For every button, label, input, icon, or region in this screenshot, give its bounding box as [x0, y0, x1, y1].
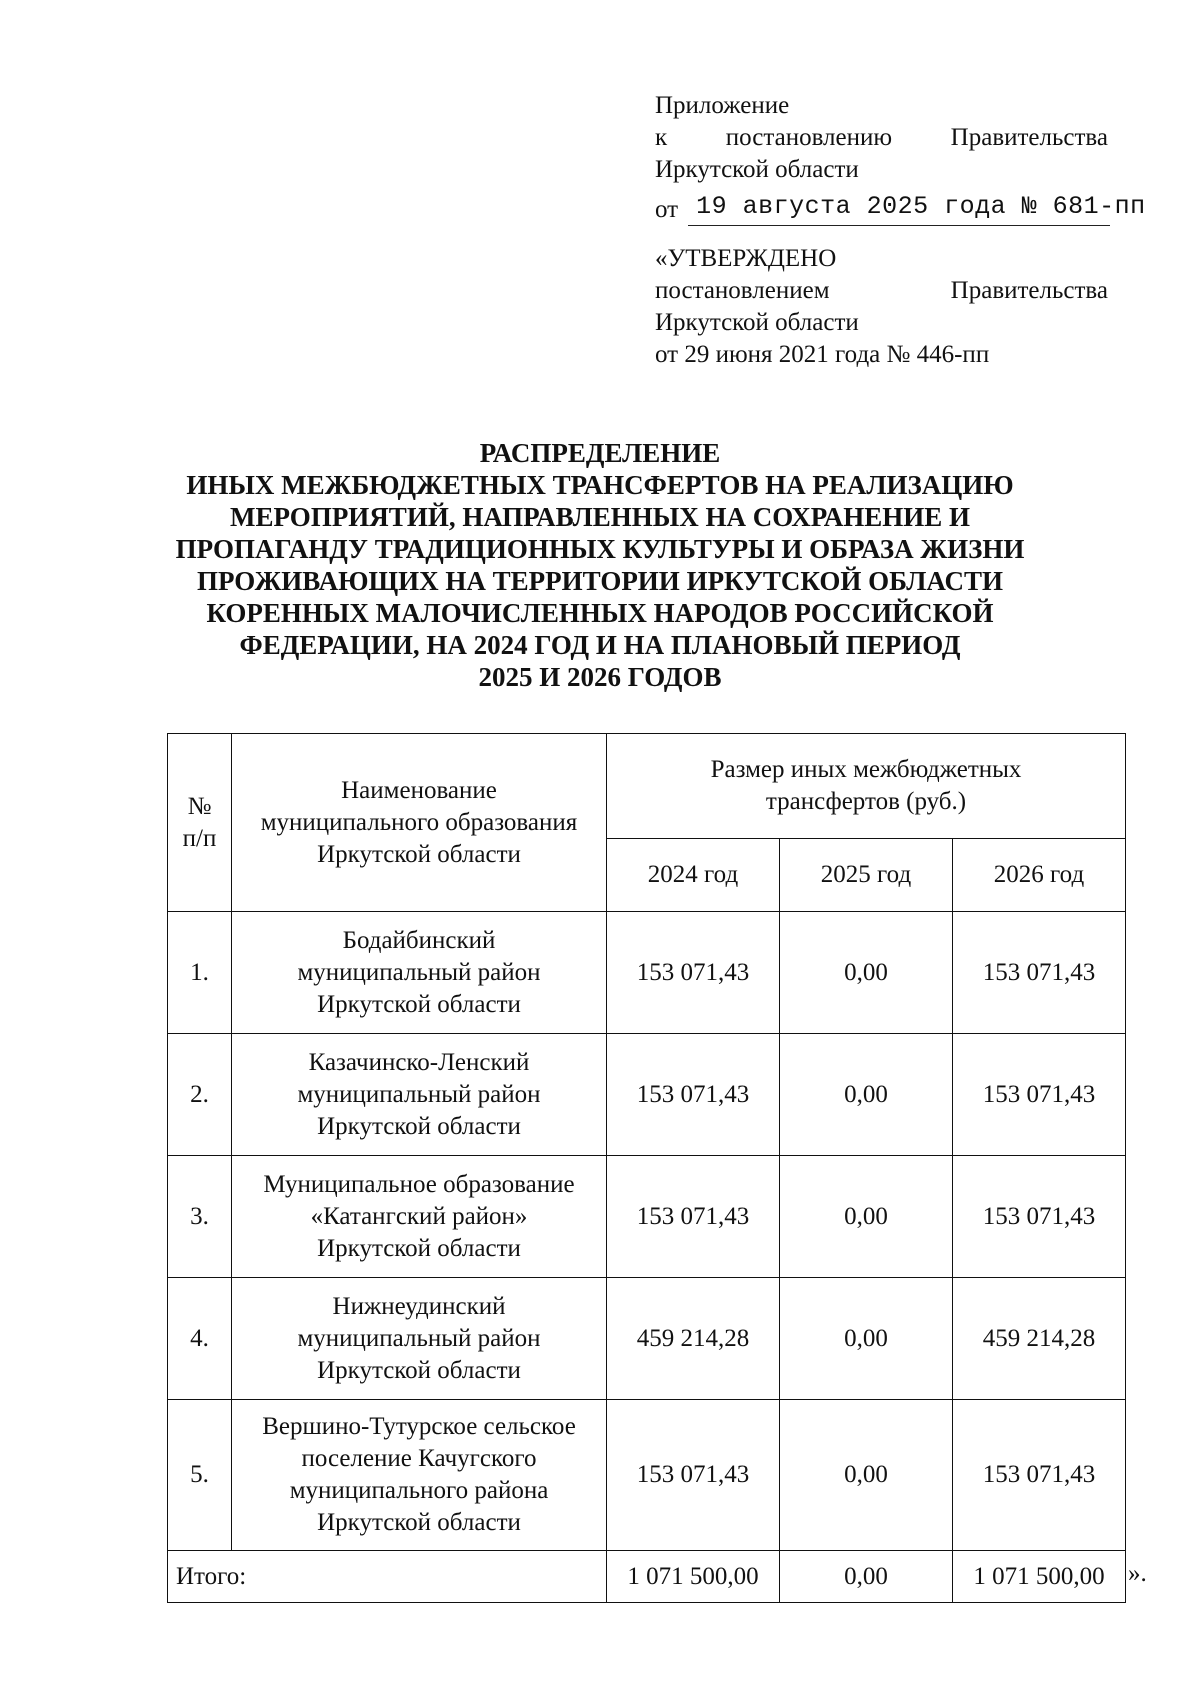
- closing-quote-mark: ».: [1128, 1560, 1147, 1587]
- approved-header: [655, 243, 1108, 371]
- appendix-header: [655, 90, 1146, 226]
- row-value-2025: 0,00: [780, 1034, 953, 1156]
- appendix-word-k: к: [655, 124, 668, 151]
- row-value-2025: 0,00: [780, 1156, 953, 1278]
- approved-region: Иркутской области: [655, 309, 859, 336]
- title-line: ПРОЖИВАЮЩИХ НА ТЕРРИТОРИИ ИРКУТСКОЙ ОБЛАСТИ: [196, 566, 1004, 596]
- row-name: Муниципальное образование «Катангский район» Иркутской области: [232, 1156, 607, 1278]
- table-row: [168, 1278, 1126, 1400]
- document-title: [150, 437, 1050, 693]
- title-line: ФЕДЕРАЦИИ, НА 2024 ГОД И НА ПЛАНОВЫЙ ПЕРИОД: [239, 630, 961, 660]
- row-value-2024: 153 071,43: [607, 912, 780, 1034]
- row-name: Нижнеудинский муниципальный район Иркутской области: [232, 1278, 607, 1400]
- appendix-word-resolution: постановлению: [725, 124, 893, 151]
- appendix-date-row: [655, 186, 1146, 226]
- header-year-2026: 2026 год: [953, 839, 1126, 912]
- header-amount: Размер иных межбюджетных трансфертов (руб.): [607, 734, 1126, 839]
- row-value-2026: 153 071,43: [953, 1400, 1126, 1551]
- approved-label: «УТВЕРЖДЕНО: [655, 245, 837, 272]
- row-name: Бодайбинский муниципальный район Иркутской области: [232, 912, 607, 1034]
- title-line: РАСПРЕДЕЛЕНИЕ: [479, 438, 721, 468]
- table-row: [168, 912, 1126, 1034]
- title-line: ИНЫХ МЕЖБЮДЖЕТНЫХ ТРАНСФЕРТОВ НА РЕАЛИЗАЦИЮ: [186, 470, 1014, 500]
- row-name: Вершино-Тутурское сельское поселение Качугского муниципального района Иркутской области: [232, 1400, 607, 1551]
- row-value-2026: 153 071,43: [953, 1156, 1126, 1278]
- appendix-date-stamp: 19 августа 2025 года № 681-пп: [688, 191, 1110, 226]
- appendix-line-2: [655, 122, 1108, 154]
- header-name: Наименование муниципального образования Иркутской области: [232, 734, 607, 912]
- title-line: ПРОПАГАНДУ ТРАДИЦИОННЫХ КУЛЬТУРЫ И ОБРАЗА ЖИЗНИ: [175, 534, 1025, 564]
- header-year-2024: 2024 год: [607, 839, 780, 912]
- table-total-row: [168, 1551, 1126, 1603]
- appendix-region: Иркутской области: [655, 156, 859, 183]
- header-num: № п/п: [168, 734, 232, 912]
- title-line: КОРЕННЫХ МАЛОЧИСЛЕННЫХ НАРОДОВ РОССИЙСКОЙ: [206, 598, 994, 628]
- row-value-2024: 459 214,28: [607, 1278, 780, 1400]
- title-line: МЕРОПРИЯТИЙ, НАПРАВЛЕННЫХ НА СОХРАНЕНИЕ И: [229, 502, 971, 532]
- row-num: 3.: [168, 1156, 232, 1278]
- approved-word-resolution: постановлением: [655, 277, 830, 304]
- table-row: [168, 1400, 1126, 1551]
- row-value-2025: 0,00: [780, 1400, 953, 1551]
- total-value-2024: 1 071 500,00: [607, 1551, 780, 1603]
- table-row: [168, 1034, 1126, 1156]
- row-value-2024: 153 071,43: [607, 1400, 780, 1551]
- row-value-2026: 459 214,28: [953, 1278, 1126, 1400]
- row-num: 5.: [168, 1400, 232, 1551]
- table-header-row: [168, 734, 1126, 839]
- row-value-2026: 153 071,43: [953, 912, 1126, 1034]
- appendix-label: Приложение: [655, 92, 790, 119]
- row-value-2024: 153 071,43: [607, 1156, 780, 1278]
- appendix-word-government: Правительства: [950, 124, 1108, 151]
- row-value-2026: 153 071,43: [953, 1034, 1126, 1156]
- header-year-2025: 2025 год: [780, 839, 953, 912]
- total-value-2026: 1 071 500,00: [953, 1551, 1126, 1603]
- title-line: 2025 И 2026 ГОДОВ: [478, 662, 722, 692]
- table-row: [168, 1156, 1126, 1278]
- row-value-2024: 153 071,43: [607, 1034, 780, 1156]
- row-value-2025: 0,00: [780, 912, 953, 1034]
- row-value-2025: 0,00: [780, 1278, 953, 1400]
- approved-word-government: Правительства: [950, 277, 1108, 304]
- row-num: 4.: [168, 1278, 232, 1400]
- transfers-table: [167, 733, 1126, 1603]
- appendix-date-prefix: от: [655, 196, 679, 223]
- row-name: Казачинско-Ленский муниципальный район Иркутской области: [232, 1034, 607, 1156]
- approved-date: от 29 июня 2021 года № 446-пп: [655, 341, 990, 368]
- row-num: 1.: [168, 912, 232, 1034]
- approved-line-2: [655, 275, 1108, 307]
- row-num: 2.: [168, 1034, 232, 1156]
- total-label: Итого:: [168, 1551, 607, 1603]
- total-value-2025: 0,00: [780, 1551, 953, 1603]
